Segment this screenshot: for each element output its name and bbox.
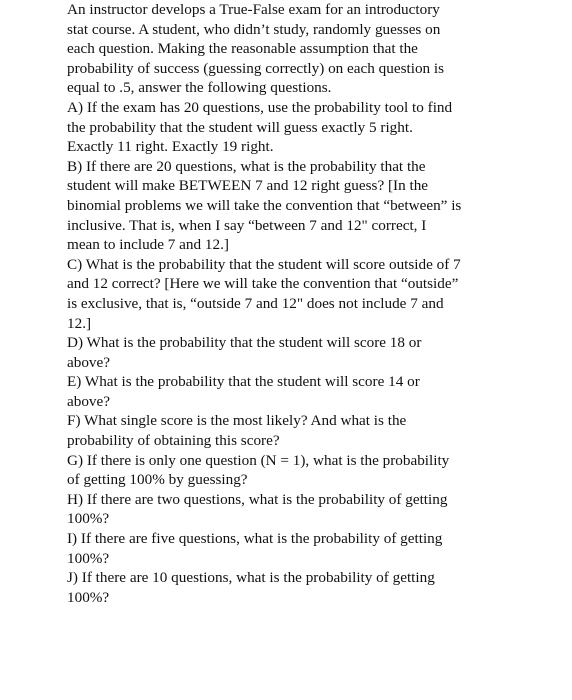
- question-b-line: B) If there are 20 questions, what is the probability that the: [67, 157, 426, 175]
- document-text: [67, 0, 507, 607]
- text-line: Exactly 11 right. Exactly 19 right.: [67, 138, 274, 156]
- question-d-line: D) What is the probability that the student will score 18 or: [67, 334, 422, 352]
- text-line: of getting 100% by guessing?: [67, 471, 248, 489]
- text-line: 100%?: [67, 588, 110, 606]
- text-line: above?: [67, 392, 111, 410]
- text-line: An instructor develops a True-False exam for an introductory: [67, 1, 440, 18]
- text-line: inclusive. That is, when I say “between 7 and 12" correct, I: [67, 216, 427, 234]
- question-i-line: I) If there are five questions, what is the probability of getting: [67, 530, 443, 548]
- text-line: probability of obtaining this score?: [67, 432, 280, 450]
- text-line: 12.]: [67, 314, 92, 332]
- text-line: stat course. A student, who didn’t study, randomly guesses on: [67, 20, 441, 38]
- question-h-line: H) If there are two questions, what is the probability of getting: [67, 490, 448, 508]
- text-line: 100%?: [67, 549, 110, 567]
- text-line: and 12 correct? [Here we will take the convention that “outside”: [67, 275, 459, 293]
- text-line: above?: [67, 353, 111, 371]
- text-line: 100%?: [67, 510, 110, 528]
- question-c-line: C) What is the probability that the student will score outside of 7: [67, 255, 461, 273]
- text-line: binomial problems we will take the convention that “between” is: [67, 196, 462, 214]
- text-line: is exclusive, that is, “outside 7 and 12" does not include 7 and: [67, 294, 444, 312]
- question-a-line: A) If the exam has 20 questions, use the probability tool to find: [67, 98, 453, 116]
- question-f-line: F) What single score is the most likely? And what is the: [67, 412, 407, 430]
- text-line: probability of success (guessing correctly) on each question is: [67, 59, 445, 77]
- text-line: equal to .5, answer the following questions.: [67, 79, 332, 97]
- question-g-line: G) If there is only one question (N = 1), what is the probability: [67, 451, 450, 469]
- text-line: each question. Making the reasonable assumption that the: [67, 40, 418, 58]
- question-e-line: E) What is the probability that the student will score 14 or: [67, 373, 420, 391]
- text-line: mean to include 7 and 12.]: [67, 236, 229, 254]
- text-line: student will make BETWEEN 7 and 12 right guess? [In the: [67, 177, 429, 195]
- question-j-line: J) If there are 10 questions, what is the probability of getting: [67, 569, 435, 587]
- text-line: the probability that the student will guess exactly 5 right.: [67, 118, 413, 136]
